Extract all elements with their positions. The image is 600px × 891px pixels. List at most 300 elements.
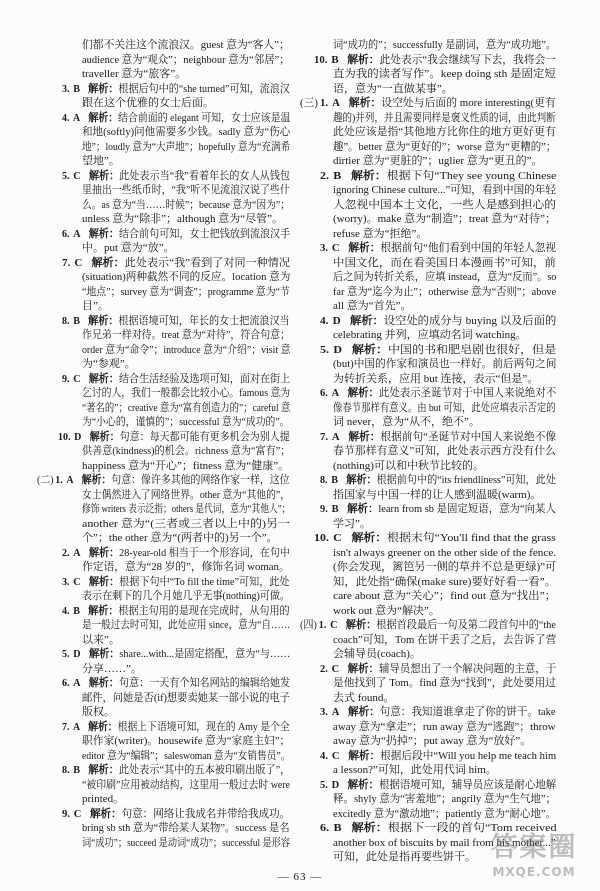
question-number: 2. xyxy=(320,662,328,675)
explanation-text: 根据后句中的“she turned”可知，流浪汉 xyxy=(118,82,290,95)
explanation-text: bring sb sth 意为“带给某人某物”。success 是名 xyxy=(82,822,290,834)
line-content xyxy=(333,227,427,242)
analysis-label: 解析： xyxy=(88,82,119,95)
answer-entry xyxy=(37,575,290,604)
explanation-text: 词“成功的”；successfully 是副词，意为“成功地”。 xyxy=(333,39,557,51)
explanation-text: away 意为“拿走”；run away 意为“逃跑”；throw xyxy=(333,720,556,733)
question-number: 8. xyxy=(320,474,328,486)
answer-first-line xyxy=(37,676,290,691)
explanation-line xyxy=(300,720,556,735)
answer-letter: B xyxy=(331,474,338,486)
explanation-text: 根据前句“他们看到中国的年轻人忽视 xyxy=(380,242,557,254)
answer-entry xyxy=(300,662,556,706)
line-content xyxy=(333,691,394,706)
explanation-line xyxy=(37,212,290,227)
explanation-text: 作兄弟一样对待。treat 意为“对待”，符合句意； xyxy=(82,329,291,341)
explanation-text: 学习”。 xyxy=(333,517,371,530)
question-number: 10. xyxy=(314,53,328,66)
line-content xyxy=(82,792,124,807)
explanation-line xyxy=(37,531,290,546)
explanation-line xyxy=(37,618,290,633)
explanation-line xyxy=(37,488,290,503)
answer-first-line xyxy=(300,96,556,111)
answer-first-line xyxy=(37,546,290,561)
explanation-line xyxy=(300,372,556,387)
answer-first-line xyxy=(37,430,290,445)
question-number: 4. xyxy=(62,111,70,124)
answer-first-line xyxy=(37,82,290,97)
explanation-text: (but)中国的作家和演员也一样好。前后两句之间 xyxy=(333,358,557,370)
answer-letter: A xyxy=(331,430,340,443)
answer-letter: B xyxy=(73,764,81,776)
explanation-line xyxy=(300,604,556,619)
answer-letter: C xyxy=(73,807,82,820)
line-content xyxy=(333,38,556,53)
explanation-line xyxy=(300,401,556,416)
explanation-line xyxy=(300,270,556,285)
explanation-line xyxy=(300,734,556,749)
explanation-text: order 意为“命令”；introduce 意为“介绍”；visit 意 xyxy=(82,343,291,356)
continued-entry xyxy=(300,38,556,53)
explanation-text: 以来”。 xyxy=(82,633,120,646)
explanation-text: 邮件，问她是否(if)想要卖她某一部小说的电子 xyxy=(82,691,291,704)
page-number: — 63 — xyxy=(277,871,323,883)
section-marker: (二) xyxy=(37,474,54,486)
explanation-text: 职作家(writer)。housewife 意为“家庭主妇”； xyxy=(82,735,291,747)
answer-letter: D xyxy=(332,314,341,327)
explanation-text: 为“小心的，谨慎的”；successful 意为“成功的”。 xyxy=(82,416,290,428)
explanation-line xyxy=(37,357,290,372)
watermark-main-text: 答案圈 xyxy=(490,832,578,863)
explanation-line xyxy=(37,633,290,648)
line-content xyxy=(62,82,290,97)
explanation-line xyxy=(37,734,290,749)
line-content xyxy=(320,430,556,445)
answer-letter: A xyxy=(73,546,81,559)
explanation-text: (你会发现，篱笆另一侧的草并不总是更绿)”可 xyxy=(333,561,557,573)
line-content xyxy=(333,111,556,126)
answer-first-line xyxy=(300,314,556,329)
explanation-text: 望地”。 xyxy=(82,155,120,167)
answer-entry xyxy=(300,618,556,662)
explanation-line xyxy=(37,38,290,53)
line-content xyxy=(82,38,290,53)
answer-first-line xyxy=(37,111,290,126)
watermark-logo xyxy=(478,832,590,888)
question-number: 1. xyxy=(320,97,329,109)
answer-letter: A xyxy=(331,387,340,399)
explanation-text: 直为我的读者写作”。keep doing sth 是固定短 xyxy=(333,68,556,80)
explanation-text: 句意：像许多其他的网络作家一样，这位 xyxy=(111,474,290,486)
answer-letter: C xyxy=(331,242,340,254)
explanation-text: refuse 意为“拒绝”。 xyxy=(333,227,428,240)
line-content xyxy=(82,459,289,474)
explanation-text: 句意：每天都可能有更多机会为别人提 xyxy=(119,430,290,443)
line-content xyxy=(82,589,290,604)
analysis-label: 解析： xyxy=(88,648,120,660)
question-number: 6. xyxy=(320,387,328,399)
answer-first-line xyxy=(300,705,556,720)
explanation-text: 设空处与后面的 more interesting(更有 xyxy=(381,97,556,109)
explanation-text: 根据下句中“To fill the time”可知，此处 xyxy=(119,575,290,588)
explanation-text: away 意为“扔掉”；put away 意为“放好”。 xyxy=(333,735,532,747)
line-content xyxy=(314,531,556,546)
line-content xyxy=(62,256,290,271)
line-content xyxy=(82,705,115,720)
explanation-line xyxy=(37,589,290,604)
answer-first-line xyxy=(300,430,556,445)
line-content xyxy=(333,154,543,169)
question-number: 7. xyxy=(62,256,71,269)
answer-first-line xyxy=(300,662,556,677)
explanation-text: 28-year-old 相当于一个形容词，在句中 xyxy=(119,546,291,559)
answer-first-line xyxy=(300,386,556,401)
question-number: 5. xyxy=(62,169,70,182)
question-number: 5. xyxy=(62,648,70,660)
explanation-line xyxy=(300,198,556,213)
explanation-line xyxy=(300,357,556,372)
line-content xyxy=(333,575,556,590)
line-content xyxy=(333,633,556,648)
question-number: 3. xyxy=(320,242,329,254)
line-content xyxy=(82,633,120,648)
explanation-line xyxy=(37,53,290,68)
answer-first-line xyxy=(37,807,290,822)
explanation-text: 像春节那样有意义。由 but 可知，此处应填表示否定的 xyxy=(333,401,556,414)
explanation-text: happiness 意为“开心”；fitness 意为“健康”。 xyxy=(82,459,290,472)
explanation-line xyxy=(37,154,290,169)
explanation-line xyxy=(300,560,556,575)
explanation-line xyxy=(37,241,290,256)
answer-entry xyxy=(300,343,556,387)
line-content xyxy=(333,546,556,561)
answer-first-line xyxy=(37,647,290,662)
explanation-text: coach”可知，Tom 在饼干丢了之后，去告诉了营 xyxy=(333,633,557,646)
answer-first-line xyxy=(300,53,556,68)
line-content xyxy=(333,125,556,140)
analysis-label: 解析： xyxy=(88,546,120,559)
explanation-text: care about 意为“关心”；find out 意为“找出”； xyxy=(333,590,557,602)
explanation-line xyxy=(300,415,556,430)
section-marker: (四) xyxy=(300,619,317,631)
explanation-line xyxy=(37,836,290,851)
explanation-text: 趣的)并列，并且需要同样是褒义性质的词，由此判断 xyxy=(333,111,556,124)
line-content xyxy=(62,720,290,735)
analysis-label: 解析： xyxy=(347,53,380,66)
line-content xyxy=(333,517,371,532)
analysis-label: 解析： xyxy=(89,430,120,443)
explanation-text: 设空处的成分与 buying 以及后面的 xyxy=(383,314,557,327)
question-number: 1. xyxy=(55,474,63,486)
explanation-line xyxy=(37,821,290,836)
explanation-line xyxy=(37,96,290,111)
analysis-label: 解析： xyxy=(88,720,118,733)
question-number: 3. xyxy=(62,82,70,95)
answer-entry xyxy=(37,763,290,807)
answer-first-line xyxy=(300,169,556,184)
analysis-label: 解析： xyxy=(81,474,112,486)
explanation-text: 跟在这个优雅的女士后面。 xyxy=(82,97,214,109)
explanation-line xyxy=(300,328,556,343)
answer-entry xyxy=(300,430,556,474)
line-content xyxy=(320,705,556,720)
answer-entry xyxy=(37,430,290,474)
explanation-text: 根据前句“圣诞节对中国人来说绝不像 xyxy=(380,430,557,443)
answer-letter: C xyxy=(73,575,81,588)
answer-entry xyxy=(37,676,290,720)
answer-entry xyxy=(37,807,290,851)
line-content xyxy=(333,560,556,575)
line-content xyxy=(58,430,290,445)
line-content xyxy=(82,415,290,430)
explanation-text: 根据下句“They see young Chinese xyxy=(386,169,557,182)
explanation-line xyxy=(300,140,556,155)
answer-first-line xyxy=(300,502,556,517)
explanation-line xyxy=(300,633,556,648)
answer-entry xyxy=(37,111,290,169)
question-number: 7. xyxy=(320,430,329,443)
explanation-text: 根据语境可知，年长的女士把流浪汉当 xyxy=(118,314,290,327)
line-content xyxy=(62,676,290,691)
answer-first-line xyxy=(300,778,556,793)
explanation-text: 后之间为转折关系，应填 instead，意为“反而”。so xyxy=(333,271,557,283)
answer-letter: A xyxy=(73,227,81,240)
explanation-text: “著名的”；creative 意为“富有创造力的”；careful 意 xyxy=(82,401,291,414)
line-content xyxy=(82,691,290,706)
answer-first-line xyxy=(37,763,290,778)
line-content xyxy=(333,676,556,691)
question-number: 6. xyxy=(62,677,70,689)
answer-entry xyxy=(300,778,556,822)
answer-letter: D xyxy=(333,343,343,356)
line-content xyxy=(62,111,290,126)
answer-entry xyxy=(37,372,290,430)
explanation-line xyxy=(37,691,290,706)
answer-letter: C xyxy=(331,662,340,675)
line-content xyxy=(82,328,290,343)
explanation-text: 此处表示“其中的五本被印刷出版了”， xyxy=(118,764,291,776)
line-content xyxy=(320,314,556,329)
explanation-line xyxy=(300,285,556,300)
line-content xyxy=(62,647,290,662)
answer-first-line xyxy=(300,473,556,488)
answer-letter: C xyxy=(331,749,340,762)
explanation-line xyxy=(37,285,290,300)
answer-entry xyxy=(37,314,290,372)
line-content xyxy=(333,589,556,604)
explanation-text: 作定语，意为“28 岁的”，修饰名词 woman。 xyxy=(82,561,290,573)
explanation-text: all 意为“首先”。 xyxy=(333,300,412,312)
question-number: 4. xyxy=(62,604,70,617)
line-content xyxy=(82,183,290,198)
explanation-text: 根据首段最后一句及第二段首句中的“the xyxy=(376,619,556,631)
explanation-line xyxy=(37,67,290,82)
line-content xyxy=(320,749,556,764)
explanation-text: 释。shyly 意为“害羞地”；angrily 意为“生气地”； xyxy=(333,793,557,805)
line-content xyxy=(320,241,556,256)
left-column xyxy=(37,38,290,850)
watermark-sub-text: MXQE.COM xyxy=(492,865,576,879)
answer-entry xyxy=(300,169,556,242)
line-content xyxy=(62,604,290,619)
explanation-text: 春节那样有意义”可知，此处表示西方没有什么 xyxy=(333,445,556,457)
explanation-line xyxy=(300,647,556,662)
analysis-label: 解析： xyxy=(349,314,384,327)
explanation-text: 和地(softly)问他需要多少钱。sadly 意为“伤心 xyxy=(82,126,291,138)
line-content xyxy=(333,792,556,807)
answer-first-line xyxy=(37,227,290,242)
explanation-line xyxy=(300,444,556,459)
explanation-line xyxy=(37,502,290,517)
right-column xyxy=(300,38,556,865)
question-number: 3. xyxy=(320,706,328,718)
analysis-label: 解析： xyxy=(348,97,382,109)
explanation-line xyxy=(300,111,556,126)
answer-first-line xyxy=(37,169,290,184)
answer-letter: C xyxy=(73,372,81,385)
explanation-line xyxy=(300,589,556,604)
analysis-label: 解析： xyxy=(88,372,119,385)
analysis-label: 解析： xyxy=(348,242,381,254)
analysis-label: 解析： xyxy=(91,256,125,269)
answer-first-line xyxy=(37,372,290,387)
analysis-label: 解析： xyxy=(88,677,119,689)
line-content xyxy=(82,343,290,358)
answer-letter: B xyxy=(333,822,342,834)
answer-entry xyxy=(37,227,290,256)
explanation-text: 词“成功”；succeed 是动词“成功”；successful 是形容 xyxy=(82,836,291,849)
line-content xyxy=(82,198,290,213)
answer-entry xyxy=(300,241,556,314)
explanation-line xyxy=(300,38,556,53)
analysis-label: 解析： xyxy=(88,764,119,776)
explanation-text: 此处应该是指“其他地方比你住的地方更好更有 xyxy=(333,126,556,138)
line-content xyxy=(320,386,556,401)
explanation-text: traveller 意为“旅客”。 xyxy=(82,68,187,80)
explanation-text: (situation)两种截然不同的反应。location 意为 xyxy=(82,271,291,283)
analysis-label: 解析： xyxy=(346,474,377,486)
explanation-text: (worry)。make 意为“制造”；treat 意为“对待”； xyxy=(333,213,556,225)
answer-first-line xyxy=(300,241,556,256)
explanation-text: 句意：我知道谁拿走了你的饼干。take xyxy=(379,706,556,718)
line-content xyxy=(320,343,556,358)
line-content xyxy=(333,270,556,285)
line-content xyxy=(333,183,556,198)
analysis-label: 解析： xyxy=(345,619,377,631)
answer-letter: A xyxy=(66,474,74,486)
line-content xyxy=(82,618,290,633)
line-content xyxy=(62,314,290,329)
line-content xyxy=(320,502,556,517)
explanation-line xyxy=(37,517,290,532)
answer-letter: C xyxy=(330,619,338,631)
line-content xyxy=(82,241,175,256)
line-content xyxy=(320,169,556,184)
explanation-line xyxy=(300,459,556,474)
analysis-label: 解析： xyxy=(347,778,379,791)
line-content xyxy=(82,212,283,227)
line-content xyxy=(82,357,136,372)
explanation-text: 表示在剩下的几个月她几乎无事(nothing)可做。 xyxy=(82,590,290,602)
line-content xyxy=(333,763,497,778)
explanation-line xyxy=(300,125,556,140)
analysis-label: 解析： xyxy=(89,807,122,820)
line-content xyxy=(300,96,556,111)
answer-entry xyxy=(37,546,290,575)
line-content xyxy=(82,386,290,401)
explanation-text: 么。as 意为“当……时候”；because 意为“因为”； xyxy=(82,198,291,211)
answer-entry xyxy=(300,314,556,343)
explanation-line xyxy=(300,676,556,691)
explanation-line xyxy=(37,328,290,343)
answer-entry xyxy=(300,705,556,749)
line-content xyxy=(82,734,290,749)
explanation-line xyxy=(300,82,556,97)
explanation-text: 此处表示“我会继续写下去，我将会一 xyxy=(379,53,556,66)
line-content xyxy=(333,256,556,271)
explanation-line xyxy=(37,705,290,720)
explanation-text: 是一般过去时可知，此处应用 since，意为“自…… xyxy=(82,619,291,631)
question-number: 9. xyxy=(62,807,70,820)
answer-letter: B xyxy=(331,503,339,515)
analysis-label: 解析： xyxy=(347,662,379,675)
explanation-line xyxy=(37,792,290,807)
answer-first-line xyxy=(300,531,556,546)
explanation-text: 根据语境可知，辅导员应该是耐心地解 xyxy=(378,778,557,791)
explanation-text: 趣”。better 意为“更好的”；worse 意为“更糟的”； xyxy=(333,140,557,153)
answer-letter: B xyxy=(333,169,342,182)
analysis-label: 解析： xyxy=(88,575,120,588)
analysis-label: 解析： xyxy=(348,749,381,762)
answer-letter: B xyxy=(73,604,80,617)
explanation-text: 会辅导员(coach)。 xyxy=(333,648,421,660)
answer-entry xyxy=(37,256,290,314)
line-content xyxy=(82,53,290,68)
question-number: 1. xyxy=(318,619,327,631)
answer-letter: B xyxy=(73,82,80,95)
answer-entry xyxy=(300,53,556,97)
line-content xyxy=(82,821,290,836)
line-content xyxy=(333,82,453,97)
explanation-line xyxy=(37,183,290,198)
explanation-text: 语，意为“一直做某事”。 xyxy=(333,82,453,95)
line-content xyxy=(333,67,556,82)
answer-first-line xyxy=(37,314,290,329)
answer-letter: B xyxy=(73,314,80,327)
question-number: 2. xyxy=(62,546,70,559)
analysis-label: 解析： xyxy=(347,387,379,399)
explanation-line xyxy=(300,575,556,590)
explanation-text: 们都不关注这个流浪汉。guest 意为“客人”； xyxy=(82,39,290,51)
explanation-text: another 意为“(三者或三者以上中的)另一 xyxy=(82,517,290,530)
explanation-line xyxy=(300,488,556,503)
analysis-label: 解析： xyxy=(351,532,388,544)
explanation-text: 此处表示“我”看到了对同一种情况 xyxy=(124,256,290,269)
line-content xyxy=(82,299,109,314)
answer-letter: A xyxy=(332,97,340,109)
line-content xyxy=(333,720,556,735)
explanation-line xyxy=(300,691,556,706)
answer-letter: C xyxy=(74,256,83,269)
explanation-text: 根据主句用的是现在完成时，从句用的 xyxy=(118,604,290,617)
analysis-label: 解析： xyxy=(88,604,119,617)
explanation-text: 中。put 意为“放”。 xyxy=(82,242,175,254)
answer-first-line xyxy=(37,256,290,271)
answer-first-line xyxy=(37,720,290,735)
line-content xyxy=(333,734,531,749)
explanation-text: “被印刷”应用被动结构，这里用一般过去时 were xyxy=(82,778,290,791)
explanation-line xyxy=(37,560,290,575)
